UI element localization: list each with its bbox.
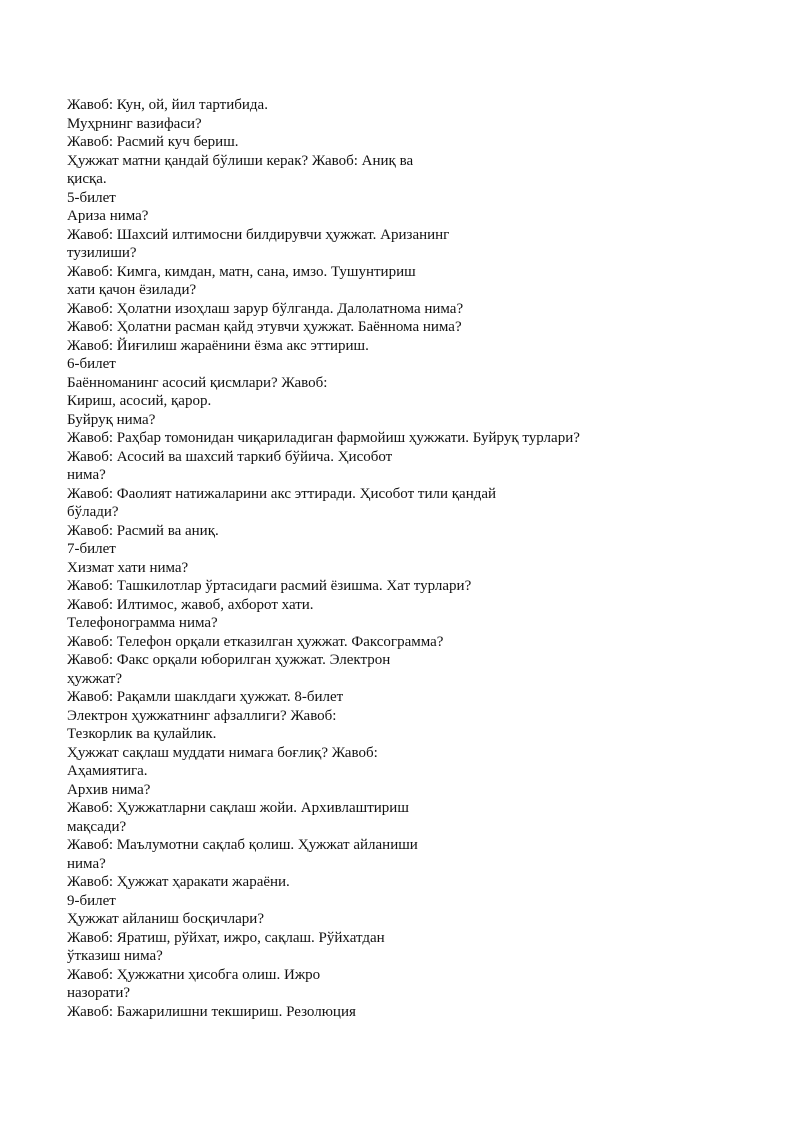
text-line: Ҳужжат айланиш босқичлари? [67, 911, 264, 927]
text-line: Жавоб: Ташкилотлар ўртасидаги расмий ёзишма. Хат турлари? [67, 578, 472, 594]
text-line: 7-билет [67, 541, 116, 557]
text-line: Жавоб: Расмий ва аниқ. [67, 522, 219, 539]
text-line: Жавоб: Яратиш, рўйхат, ижро, сақлаш. Рўйхатдан [67, 929, 385, 946]
text-line: ҳужжат? [67, 670, 123, 687]
text-line: Жавоб: Раҳбар томонидан чиқариладиган фармойиш ҳужжати. Буйруқ турлари? [67, 430, 580, 446]
text-line: Жавоб: Асосий ва шахсий таркиб бўйича. Ҳисобот [67, 448, 393, 465]
text-line: Тезкорлик ва қулайлик. [67, 726, 217, 742]
text-line: Жавоб: Илтимос, жавоб, ахборот хати. [67, 596, 314, 613]
text-line: бўлади? [67, 504, 119, 520]
text-line: Архив нима? [67, 781, 151, 798]
text-line: Жавоб: Йиғилиш жараёнини ёзма акс эттириш. [67, 337, 369, 354]
text-line: Ариза нима? [67, 208, 149, 224]
text-line: Ҳужжат сақлаш муддати нимага боғлиқ? Жавоб: [67, 744, 378, 761]
text-line: Жавоб: Ҳужжатларни сақлаш жойи. Архивлаштириш [67, 800, 409, 816]
text-line: 6-билет [67, 356, 116, 372]
text-line: Хизмат хати нима? [67, 559, 189, 576]
text-line: 9-билет [67, 892, 116, 909]
text-line: 5-билет [67, 189, 116, 206]
text-line: Муҳрнинг вазифаси? [67, 115, 202, 132]
text-line: Жавоб: Ҳолатни изоҳлаш зарур бўлганда. Далолатнома нима? [67, 300, 464, 317]
text-line: Телефонограмма нима? [67, 615, 218, 631]
text-line: Жавоб: Ҳужжат ҳаракати жараёни. [67, 874, 290, 890]
text-line: тузилиши? [67, 245, 137, 261]
text-line: Жавоб: Ҳолатни расман қайд этувчи ҳужжат. Баённома нима? [67, 319, 462, 335]
text-line: Жавоб: Телефон орқали етказилган ҳужжат. Факсограмма? [67, 633, 444, 650]
text-line: хати қачон ёзилади? [67, 282, 197, 298]
text-line: назорати? [67, 985, 131, 1001]
text-line: нима? [67, 855, 106, 872]
text-line: Жавоб: Кимга, кимдан, матн, сана, имзо. Тушунтириш [67, 263, 416, 280]
text-line: Жавоб: Бажарилишни текшириш. Резолюция [67, 1003, 356, 1020]
text-line: Жавоб: Расмий куч бериш. [67, 134, 239, 150]
text-line: Жавоб: Шахсий илтимосни билдирувчи ҳужжат. Аризанинг [67, 226, 450, 243]
text-line: Буйруқ нима? [67, 411, 156, 428]
text-line: нима? [67, 467, 106, 483]
text-line: Баённоманинг асосий қисмлари? Жавоб: [67, 374, 328, 391]
text-line: қисқа. [67, 171, 107, 187]
text-line: Жавоб: Фаолият натижаларини акс эттиради. Ҳисобот тили қандай [67, 485, 497, 502]
text-line: ўтказиш нима? [67, 948, 163, 964]
text-line: Жавоб: Кун, ой, йил тартибида. [67, 97, 268, 113]
text-line: Жавоб: Ҳужжатни ҳисобга олиш. Ижро [67, 966, 321, 983]
text-line: Ҳужжат матни қандай бўлиши керак? Жавоб: Аниқ ва [67, 152, 414, 169]
text-line: Электрон ҳужжатнинг афзаллиги? Жавоб: [67, 707, 337, 724]
text-line: Жавоб: Факс орқали юборилган ҳужжат. Электрон [67, 652, 391, 668]
text-line: мақсади? [67, 818, 127, 835]
document-text [67, 96, 747, 1021]
text-line: Аҳамиятига. [67, 763, 148, 779]
text-line: Жавоб: Рақамли шаклдаги ҳужжат. 8-билет [67, 689, 344, 705]
text-line: Жавоб: Маълумотни сақлаб қолиш. Ҳужжат айланиши [67, 837, 418, 853]
text-line: Кириш, асосий, қарор. [67, 393, 212, 409]
